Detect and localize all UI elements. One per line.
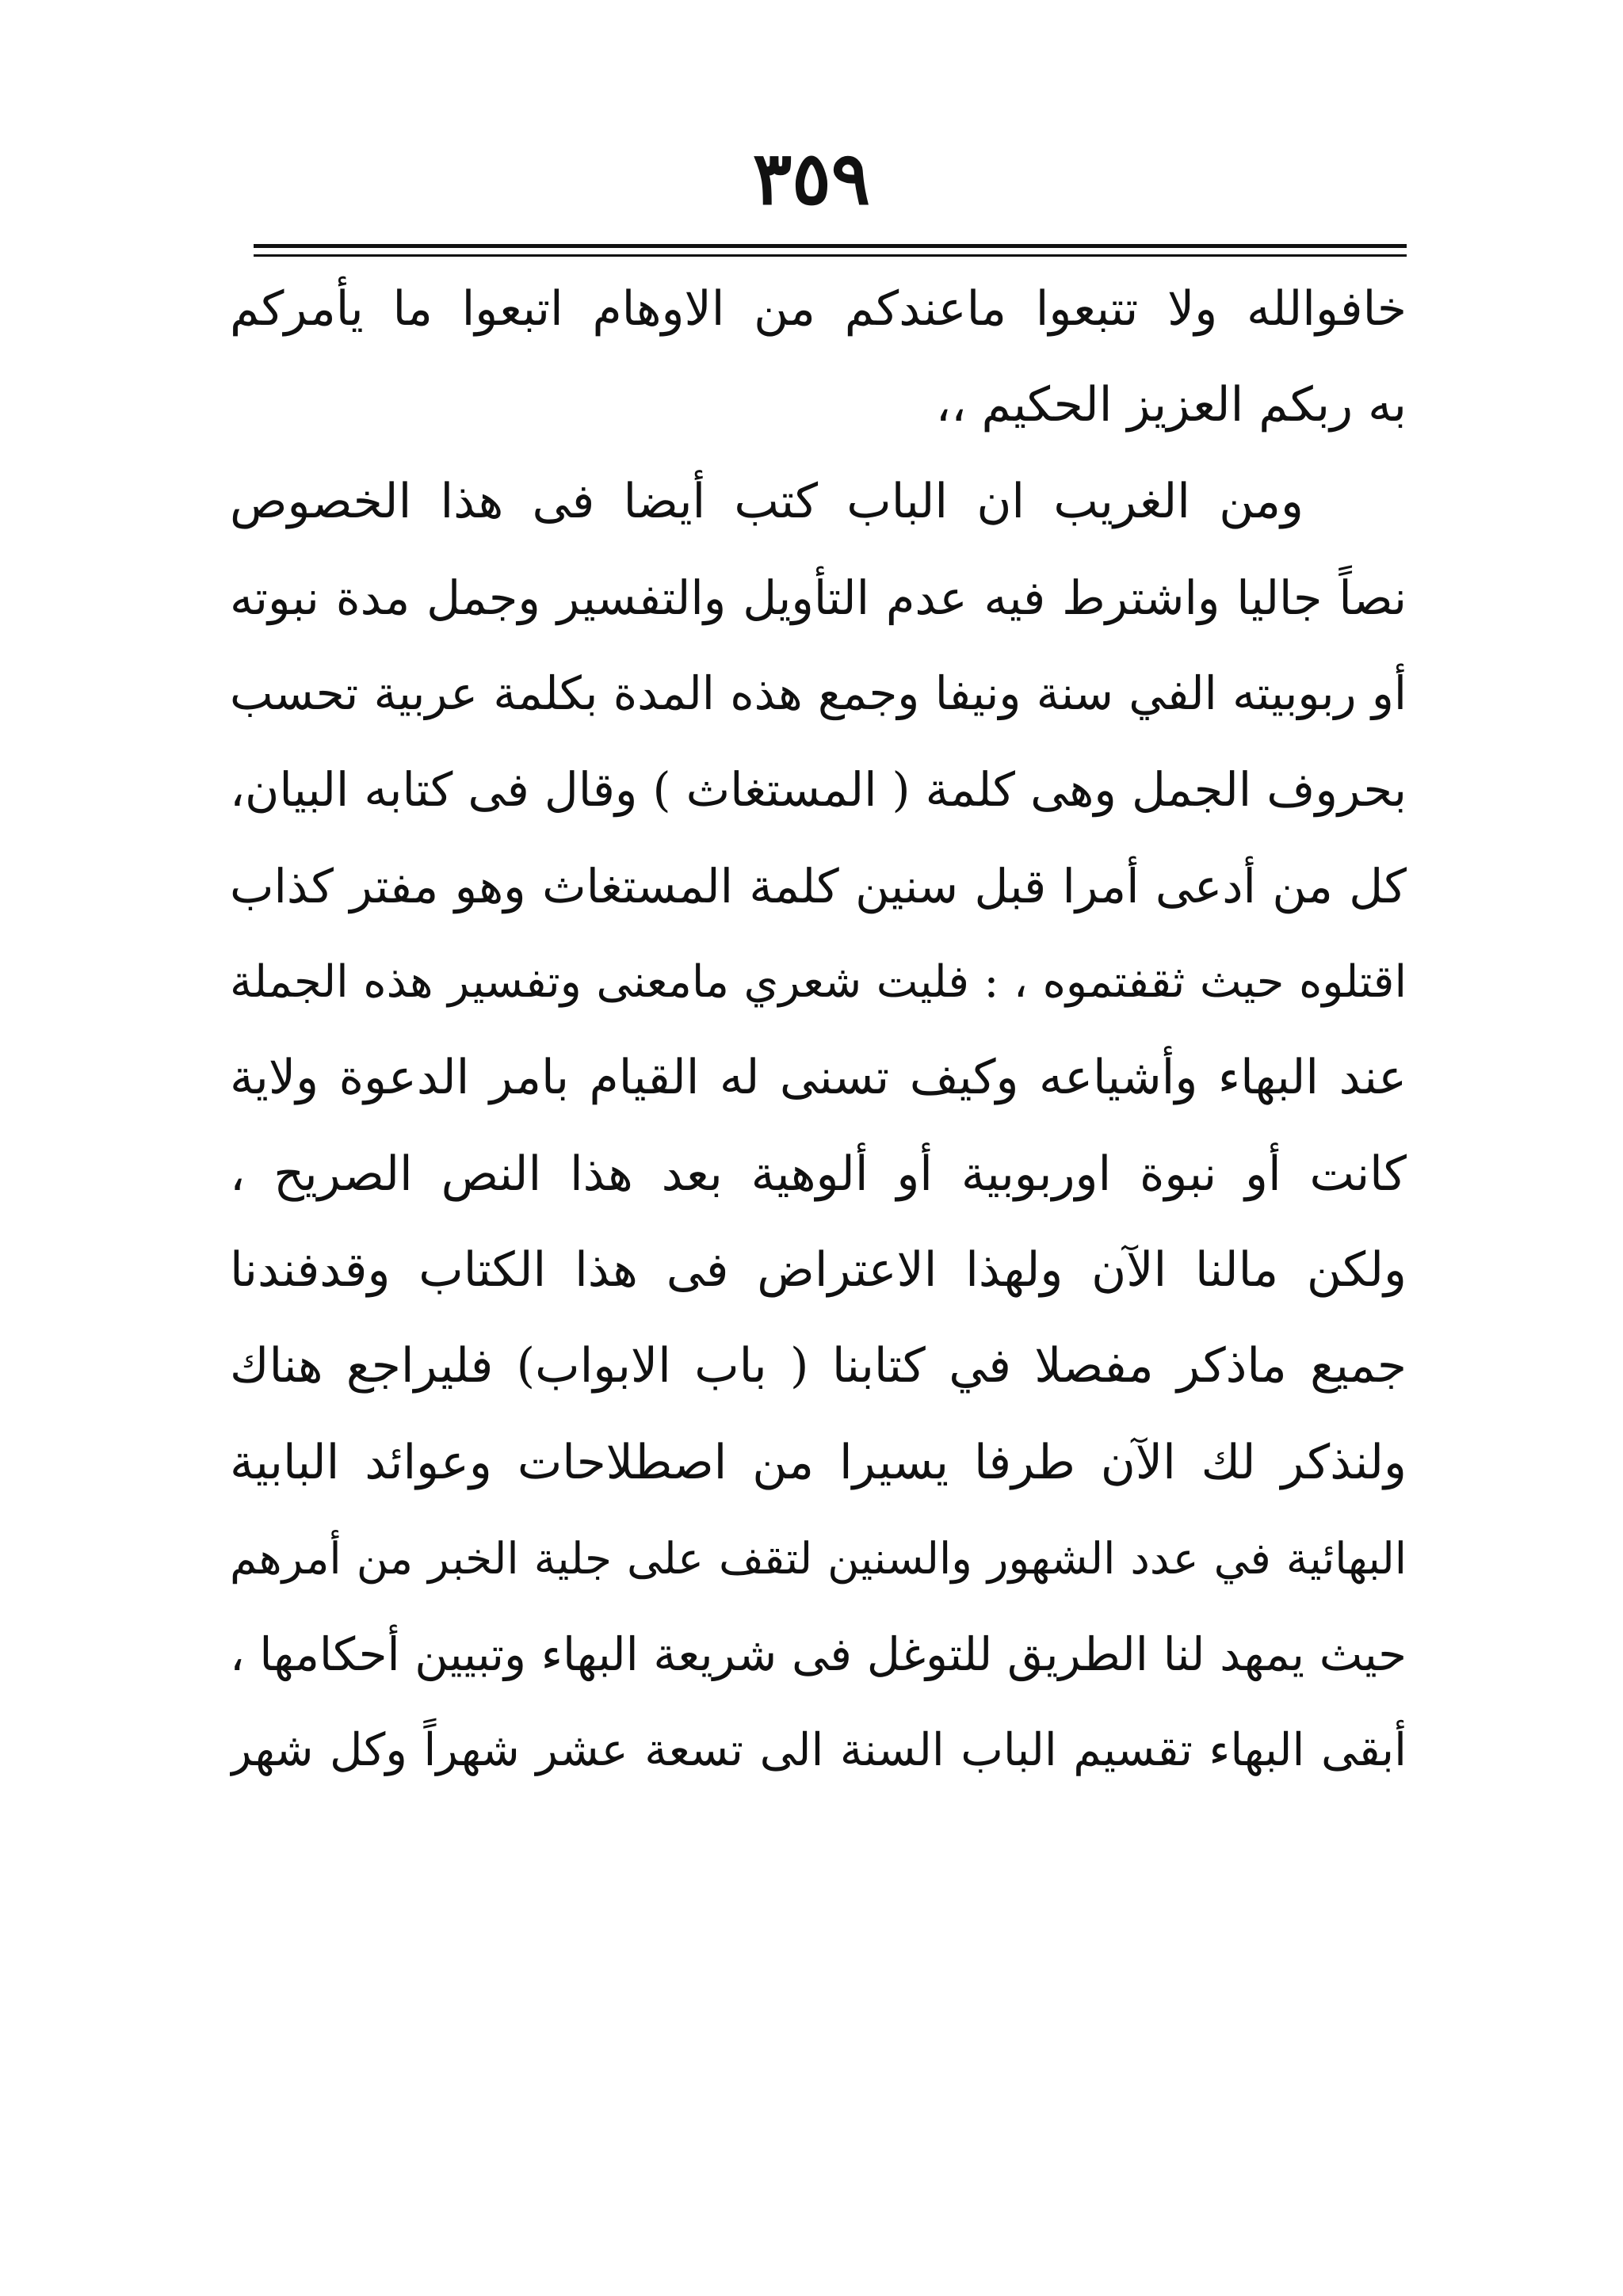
header-rule-thick xyxy=(254,244,1407,248)
text-line: خافوالله ولا تتبعوا ماعندكم من الاوهام اتبعوا ما يأمركم xyxy=(230,281,1407,337)
text-line: جميع ماذكر مفصلا في كتابنا ( باب الابواب) فليراجع هناك xyxy=(230,1338,1407,1394)
text-line: أو ربوبيته الفي سنة ونيفا وجمع هذه المدة بكلمة عربية تحسب xyxy=(230,666,1407,721)
text-line: ولنذكر لك الآن طرفا يسيرا من اصطلاحات وعوائد البابية xyxy=(230,1434,1407,1490)
text-line: أبقى البهاء تقسيم الباب السنة الى تسعة عشر شهراً وكل شهر xyxy=(230,1724,1407,1777)
text-line: اقتلوه حيث ثقفتموه ، : فليت شعري مامعنى وتفسير هذه الجملة xyxy=(230,956,1407,1009)
page-number: ٣٥٩ xyxy=(752,135,871,221)
text-line: به ربكم العزيز الحكيم ،، xyxy=(935,377,1407,433)
text-line: كل من أدعى أمرا قبل سنين كلمة المستغاث وهو مفتر كذاب xyxy=(230,858,1407,913)
text-line: عند البهاء وأشياعه وكيف تسنى له القيام بامر الدعوة ولاية xyxy=(230,1050,1407,1106)
text-line: كانت أو نبوة اوربوبية أو ألوهية بعد هذا النص الصريح ، xyxy=(230,1146,1407,1202)
header-rule-thin xyxy=(254,254,1407,257)
paragraph-first-line: ومن الغريب ان الباب كتب أيضا فى هذا الخصوص xyxy=(230,473,1304,529)
text-line: حيث يمهد لنا الطريق للتوغل فى شريعة البهاء وتبيين أحكامها ، xyxy=(230,1627,1407,1682)
text-line: البهائية في عدد الشهور والسنين لتقف على جلية الخبر من أمرهم xyxy=(230,1532,1407,1584)
text-line: نصاً جاليا واشترط فيه عدم التأويل والتفسير وجمل مدة نبوته xyxy=(230,570,1407,625)
text-line: بحروف الجمل وهى كلمة ( المستغاث ) وقال فى كتابه البيان، xyxy=(230,762,1407,818)
text-line: ولكن مالنا الآن ولهذا الاعتراض فى هذا الكتاب وقدفندنا xyxy=(230,1241,1407,1298)
body-text xyxy=(230,261,1407,1799)
